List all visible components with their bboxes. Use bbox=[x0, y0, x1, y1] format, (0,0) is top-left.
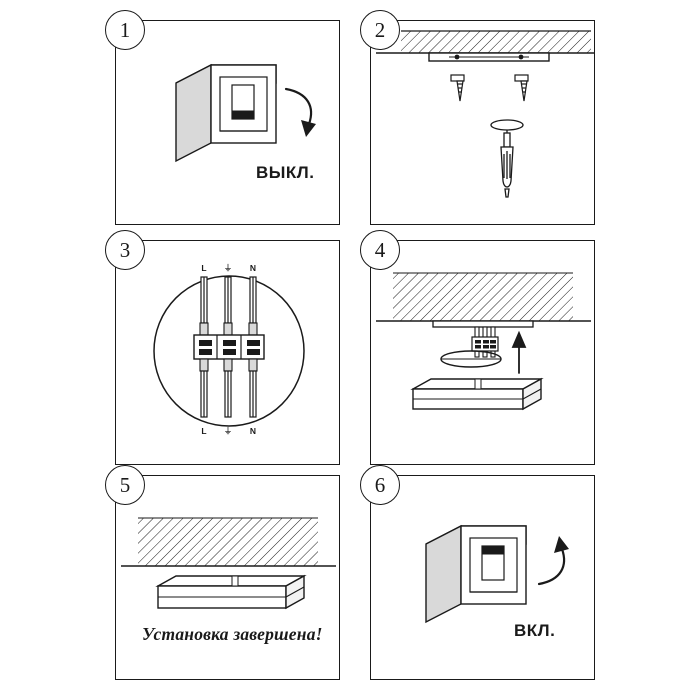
caption-step-6: ВКЛ. bbox=[514, 621, 556, 640]
panel-step-2-illustration bbox=[371, 21, 594, 224]
panel-step-1-illustration bbox=[116, 21, 339, 224]
panel-step-6-illustration bbox=[371, 476, 594, 679]
panel-step-4 bbox=[370, 237, 595, 465]
panel-step-5 bbox=[115, 472, 340, 680]
step-number-6: 6 bbox=[360, 465, 400, 505]
panel-step-1 bbox=[115, 17, 340, 225]
bracket-mounting-drawing bbox=[371, 21, 594, 224]
wire-label-earth-top: ⏚ bbox=[223, 263, 233, 273]
step-number-5: 5 bbox=[105, 465, 145, 505]
panel-step-3 bbox=[115, 237, 340, 465]
wire-label-earth-bottom: ⏚ bbox=[223, 426, 233, 436]
panel-step-3-illustration bbox=[116, 241, 339, 464]
wire-label-l-top: L bbox=[201, 263, 207, 273]
fixture-lifting-drawing bbox=[371, 241, 594, 464]
step-number-2: 2 bbox=[360, 10, 400, 50]
caption-step-1: ВЫКЛ. bbox=[256, 163, 315, 182]
wiring-detail-drawing bbox=[116, 241, 339, 464]
panel-step-4-illustration bbox=[371, 241, 594, 464]
step-number-3: 3 bbox=[105, 230, 145, 270]
installed-fixture-drawing bbox=[116, 476, 339, 679]
step-number-1: 1 bbox=[105, 10, 145, 50]
wall-switch-off-drawing bbox=[116, 21, 339, 224]
step-number-4: 4 bbox=[360, 230, 400, 270]
wall-switch-on-drawing bbox=[371, 476, 594, 679]
panel-step-5-illustration bbox=[116, 476, 339, 679]
wire-label-n-top: N bbox=[249, 263, 257, 273]
wire-label-n-bottom: N bbox=[249, 426, 257, 436]
caption-step-5: Установка завершена! bbox=[142, 624, 323, 644]
panel-step-6 bbox=[370, 472, 595, 680]
wire-label-l-bottom: L bbox=[201, 426, 207, 436]
panel-step-2 bbox=[370, 17, 595, 225]
